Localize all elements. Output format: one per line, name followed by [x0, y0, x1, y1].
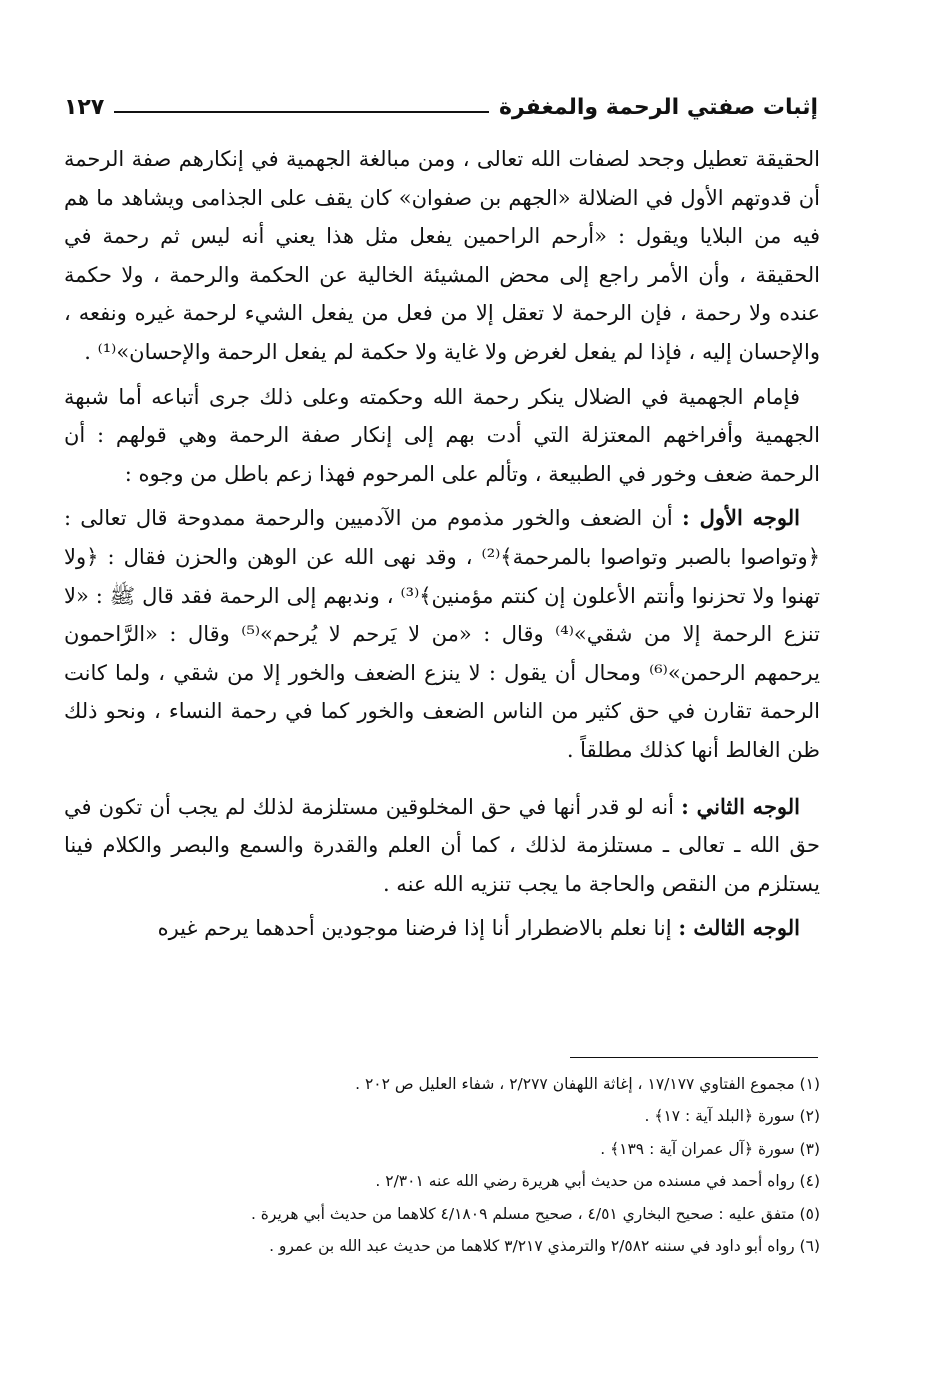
section-lead: الوجه الثاني :: [681, 793, 801, 819]
footnote-3: (٣) سورة ﴿آل عمران آية : ١٣٩﴾ .: [600, 1139, 820, 1158]
paragraph-text: أن الضعف والخور مذموم من الآدميين والرحمة ممدوحة قال تعالى : ﴿وتواصوا بالصبر وتواصوا بالمرحمة﴾⁽²⁾ ، وقد نهى الله عن الوهن والحزن فقال : ﴿ولا تهنوا ولا تحزنوا وأنتم الأعلون إن كنتم مؤمنين﴾⁽³⁾ ، وندبهم إلى الرحمة فقد قال ﷺ : «لا تنزع الرحمة إلا من شقي»⁽⁴⁾ وقال : «من لا يَرحم لا يُرحم»⁽⁵⁾ وقال : «الرَّاحمون يرحمهم الرحمن»⁽⁶⁾ ومحال أن يقول : لا ينزع الضعف والخور إلا من شقي ، ولما كانت الرحمة تقارن في حق كثير من الناس الضعف والخور كما في رحمة النساء ، ونحو ذلك ظن الغالط أنها كذلك مطلقاً .: [64, 506, 821, 762]
paragraph-text: أنه لو قدر أنها في حق المخلوقين مستلزمة لذلك لم يجب أن تكون في حق الله ـ تعالى ـ مستلزمة لذلك ، كما أن العلم والقدرة والسمع والبصر والكلام فينا يستلزم من النقص والحاجة ما يجب تنزيه الله عنه .: [64, 794, 820, 896]
footnote-4: (٤) رواه أحمد في مسنده من حديث أبي هريرة رضي الله عنه ٢/٣٠١ .: [375, 1172, 820, 1191]
footnote-2: (٢) سورة ﴿البلد آية : ١٧﴾ .: [644, 1107, 820, 1126]
paragraph-text: فإمام الجهمية في الضلال ينكر رحمة الله وحكمته وعلى ذلك جرى أتباعه أما شبهة الجهمية وأفراخهم المعتزلة التي أدت بهم إلى إنكار صفة الرحمة وهي قولهم : أن الرحمة ضعف وخور في الطبيعة ، وتألم على المرحوم فهذا زعم باطل من وجوه :: [64, 384, 820, 486]
footnotes: [150, 1068, 820, 1262]
section-lead: الوجه الثالث :: [678, 915, 800, 941]
running-header: [64, 86, 818, 120]
running-header-title: إثبات صفتي الرحمة والمغفرة: [498, 95, 818, 120]
paragraph-2: [64, 378, 820, 494]
paragraph-text: الحقيقة تعطيل وجحد لصفات الله تعالى ، ومن مبالغة الجهمية في إنكارهم صفة الرحمة أن قدوتهم الأول في الضلالة «الجهم بن صفوان» كان يقف على الجذامى ويشاهد ما هم فيه من البلايا ويقول : «أرحم الراحمين يفعل مثل هذا يعني أنه ليس ثم رحمة في الحقيقة ، وأن الأمر راجع إلى محض المشيئة الخالية عن الحكمة والرحمة ، ولا حكمة عنده ولا رحمة ، فإن الرحمة لا تعقل إلا من فعل من يفعل الشيء لرحمة غيره ونفعه ، والإحسان إليه ، فإذا لم يفعل لغرض ولا غاية ولا حكمة لم يفعل الرحمة والإحسان»⁽¹⁾ .: [64, 147, 820, 364]
paragraph-5: [64, 909, 820, 948]
paragraph-3: [64, 499, 820, 769]
running-header-rule: [114, 111, 489, 113]
footnote-6: (٦) رواه أبو داود في سننه ٢/٥٨٢ والترمذي ٣/٢١٧ كلاهما من حديث عبد الله بن عمرو .: [269, 1237, 820, 1256]
page-number: ١٢٧: [64, 95, 105, 120]
footnote-separator: [570, 1057, 818, 1058]
paragraph-1: [64, 140, 820, 372]
main-text: [64, 140, 820, 948]
footnote-5: (٥) متفق عليه : صحيح البخاري ٤/٥١ ، صحيح مسلم ٤/١٨٠٩ كلاهما من حديث أبي هريرة .: [250, 1204, 820, 1223]
footnote-1: (١) مجموع الفتاوي ١٧/١٧٧ ، إغاثة اللهفان ٢/٢٧٧ ، شفاء العليل ص ٢٠٢ .: [355, 1075, 820, 1093]
section-lead: الوجه الأول :: [681, 505, 800, 531]
paragraph-4: [64, 788, 820, 904]
paragraph-text: إنا نعلم بالاضطرار أنا إذا فرضنا موجودين أحدهما يرحم غيره: [157, 916, 672, 941]
